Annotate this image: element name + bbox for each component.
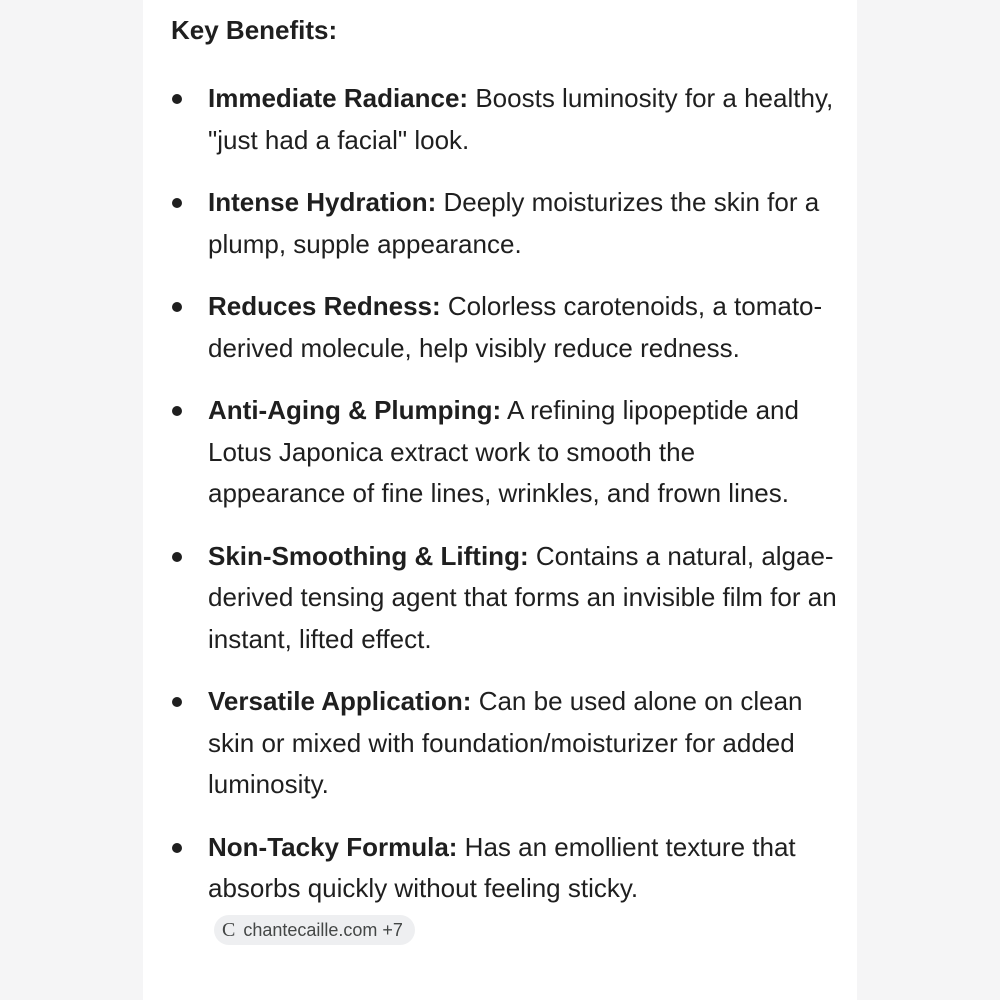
benefit-title: Reduces Redness:	[208, 291, 441, 321]
benefit-item-reduces-redness	[143, 286, 857, 369]
benefit-text: Can be used alone on clean skin or mixed with foundation/moisturizer for added luminosity.	[208, 686, 803, 799]
bullet-icon	[172, 552, 182, 562]
response-panel	[143, 0, 857, 1000]
benefit-text: Contains a natural, algae-derived tensing agent that forms an invisible film for an instant, lifted effect.	[208, 540, 837, 654]
benefit-title: Skin-Smoothing & Lifting:	[208, 540, 529, 571]
bullet-icon	[172, 94, 182, 104]
site-logo-icon: C	[222, 918, 236, 941]
benefit-text: Deeply moisturizes the skin for a plump, supple appearance.	[208, 187, 820, 259]
benefit-text: Colorless carotenoids, a tomato-derived molecule, help visibly reduce redness.	[208, 291, 823, 363]
benefit-item-intense-hydration	[143, 182, 857, 265]
bullet-icon	[172, 406, 182, 416]
benefit-item-skin-smoothing-lifting	[143, 536, 857, 661]
benefit-title: Non-Tacky Formula:	[208, 831, 458, 862]
source-chip-label: chantecaille.com +7	[243, 919, 403, 940]
benefit-item-versatile-application	[143, 681, 857, 806]
benefit-item-immediate-radiance	[143, 78, 857, 161]
benefit-title: Anti-Aging & Plumping:	[208, 395, 502, 425]
benefit-item-non-tacky-formula	[143, 827, 857, 952]
benefit-item-anti-aging-plumping	[143, 390, 857, 515]
benefit-text: A refining lipopeptide and Lotus Japonica extract work to smooth the appearance of fine lines, wrinkles, and frown lines.	[208, 395, 799, 508]
section-heading: Key Benefits:	[171, 15, 338, 45]
benefit-list	[143, 78, 857, 972]
benefit-title: Versatile Application:	[208, 686, 472, 716]
source-chip[interactable]	[214, 915, 415, 945]
benefit-title: Intense Hydration:	[208, 187, 437, 217]
benefit-title: Immediate Radiance:	[208, 83, 469, 113]
benefit-text: Has an emollient texture that absorbs quickly without feeling sticky.	[208, 831, 796, 903]
bullet-icon	[172, 843, 182, 853]
bullet-icon	[172, 198, 182, 208]
bullet-icon	[172, 697, 182, 707]
bullet-icon	[172, 302, 182, 312]
benefit-text: Boosts luminosity for a healthy, "just had a facial" look.	[208, 83, 834, 155]
